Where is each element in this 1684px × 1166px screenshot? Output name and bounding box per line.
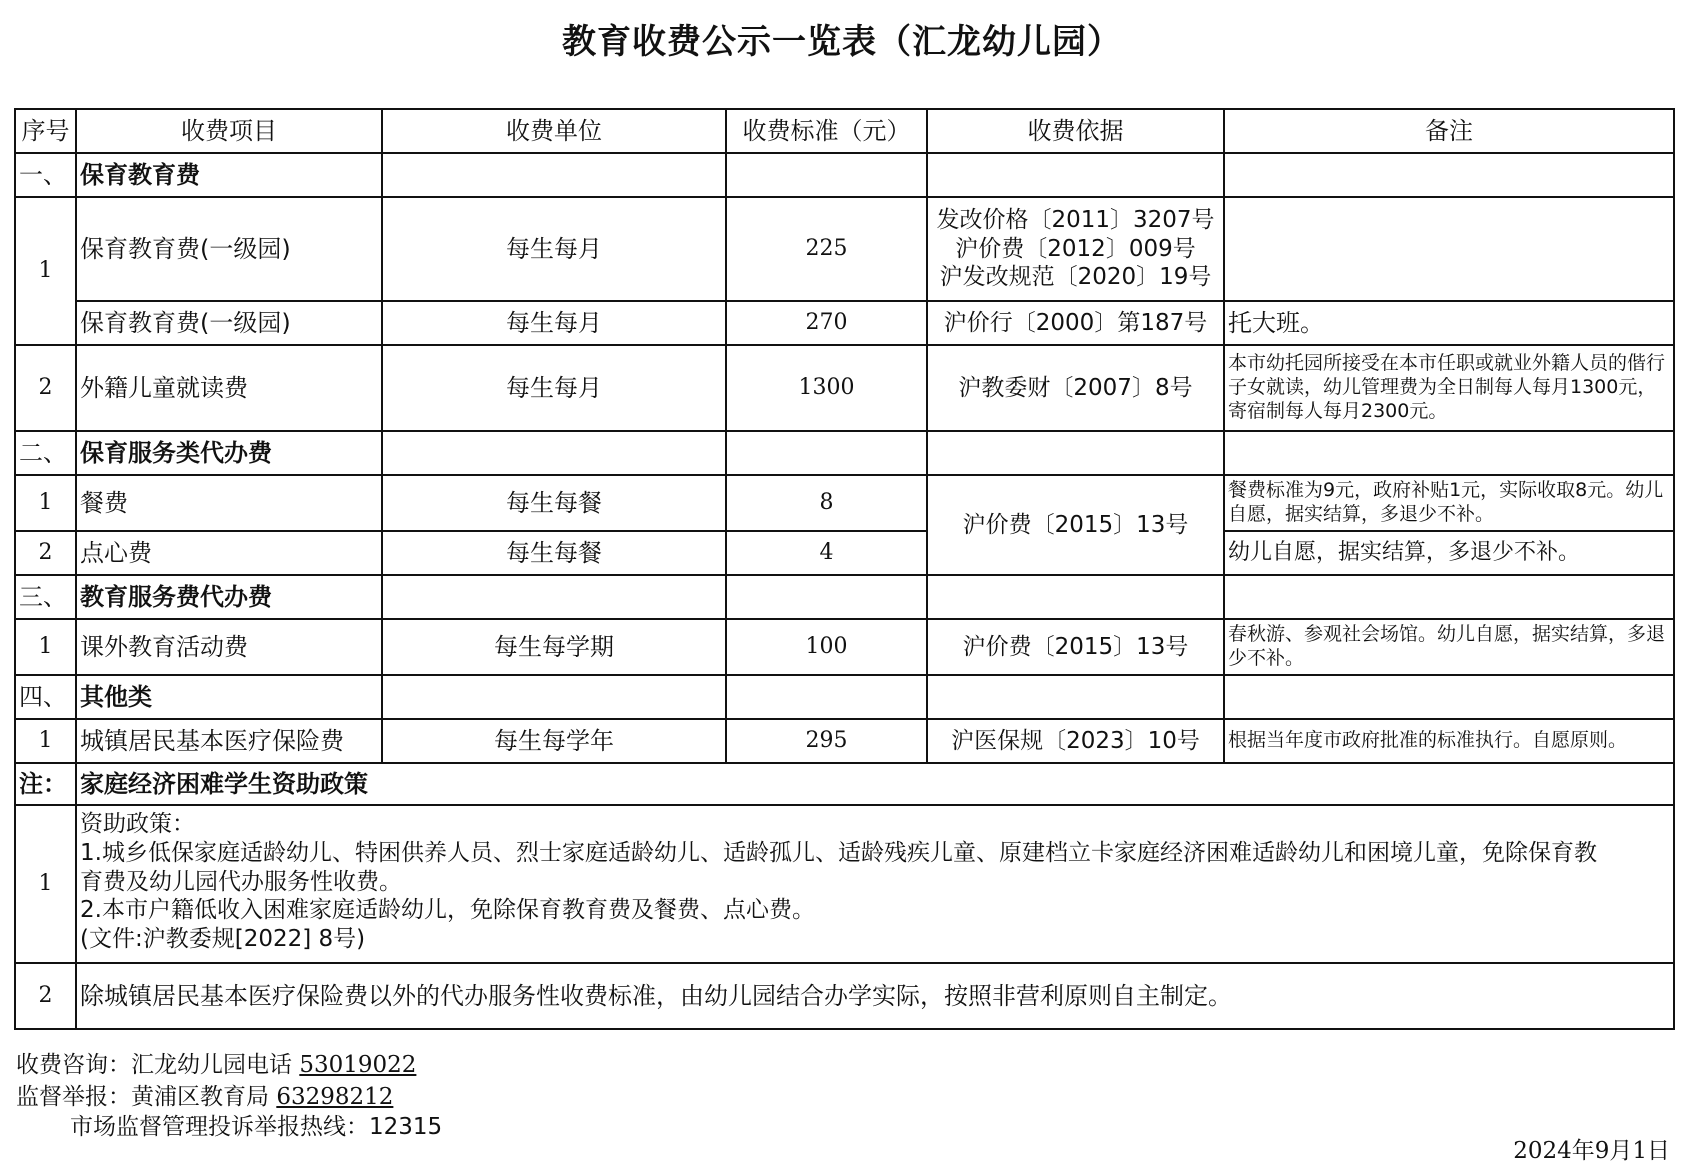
row-number: 1 [15, 197, 76, 345]
notes-header-row [15, 763, 1674, 805]
policy-line: 资助政策： [80, 811, 195, 837]
policy-line: 2.本市户籍低收入困难家庭适龄幼儿，免除保育教育费及餐费、点心费。 [80, 897, 815, 924]
fee-basis: 沪价费〔2015〕13号 [927, 619, 1224, 675]
section-row [15, 153, 1674, 197]
section-title: 教育服务费代办费 [76, 575, 382, 619]
notes-label: 注： [15, 763, 76, 805]
section-title: 保育服务类代办费 [76, 431, 382, 475]
fee-item: 餐费 [76, 475, 382, 531]
basis-line: 沪价费〔2012〕009号 [955, 235, 1196, 262]
fee-unit: 每生每月 [382, 197, 726, 301]
table-row [15, 301, 1674, 345]
fee-unit: 每生每餐 [382, 531, 726, 575]
header-unit: 收费单位 [382, 109, 726, 153]
section-title: 其他类 [76, 675, 382, 719]
fee-note: 幼儿自愿，据实结算，多退少不补。 [1224, 531, 1674, 575]
header-index: 序号 [15, 109, 76, 153]
fee-item: 课外教育活动费 [76, 619, 382, 675]
fee-unit: 每生每月 [382, 301, 726, 345]
row-number: 2 [15, 531, 76, 575]
section-number: 一、 [15, 153, 76, 197]
table-row [15, 197, 1674, 301]
policy-line: 育费及幼儿园代办服务性收费。 [80, 868, 402, 895]
fee-amount: 225 [726, 197, 927, 301]
section-row [15, 431, 1674, 475]
fee-unit: 每生每月 [382, 345, 726, 431]
header-item: 收费项目 [76, 109, 382, 153]
report-label: 监督举报：黄浦区教育局 [16, 1084, 269, 1110]
fee-item: 外籍儿童就读费 [76, 345, 382, 431]
fee-item: 城镇居民基本医疗保险费 [76, 719, 382, 763]
consult-line [16, 1046, 416, 1079]
section-number: 四、 [15, 675, 76, 719]
fee-basis: 沪教委财〔2007〕8号 [927, 345, 1224, 431]
notes-row [15, 805, 1674, 963]
fee-basis: 沪医保规〔2023〕10号 [927, 719, 1224, 763]
row-number: 1 [15, 475, 76, 531]
fee-unit: 每生每餐 [382, 475, 726, 531]
section-number: 二、 [15, 431, 76, 475]
header-basis: 收费依据 [927, 109, 1224, 153]
fee-note: 托大班。 [1224, 301, 1674, 345]
policy-line: (文件:沪教委规[2022] 8号) [80, 926, 366, 952]
table-row [15, 345, 1674, 431]
publish-date: 2024年9月1日 [1513, 1138, 1670, 1164]
fee-basis: 沪价行〔2000〕第187号 [927, 301, 1224, 345]
fee-amount: 295 [726, 719, 927, 763]
fee-note: 根据当年度市政府批准的标准执行。自愿原则。 [1224, 719, 1674, 763]
fee-table [14, 108, 1675, 1030]
fee-item: 保育教育费(一级园) [76, 301, 382, 345]
fee-amount: 8 [726, 475, 927, 531]
consult-label: 收费咨询：汇龙幼儿园电话 [16, 1052, 292, 1078]
report-line [16, 1078, 393, 1111]
fee-amount: 100 [726, 619, 927, 675]
fee-note: 餐费标准为9元，政府补贴1元，实际收取8元。幼儿自愿，据实结算，多退少不补。 [1224, 475, 1674, 531]
fee-unit: 每生每学年 [382, 719, 726, 763]
section-title: 保育教育费 [76, 153, 382, 197]
consult-phone: 53019022 [299, 1052, 417, 1078]
table-row [15, 531, 1674, 575]
note-number: 2 [15, 963, 76, 1029]
fee-item: 点心费 [76, 531, 382, 575]
table-row [15, 475, 1674, 531]
note-number: 1 [15, 805, 76, 963]
section-row [15, 675, 1674, 719]
fee-amount: 270 [726, 301, 927, 345]
header-standard: 收费标准（元） [726, 109, 927, 153]
basis-line: 沪发改规范〔2020〕19号 [939, 264, 1212, 291]
policy-line: 1.城乡低保家庭适龄幼儿、特困供养人员、烈士家庭适龄幼儿、适龄孤儿、适龄残疾儿童、原建档立卡家庭经济困难适龄幼儿和困境儿童，免除保育教 [80, 839, 1597, 866]
row-number: 2 [15, 345, 76, 431]
section-number: 三、 [15, 575, 76, 619]
table-row [15, 719, 1674, 763]
fee-item: 保育教育费(一级园) [76, 197, 382, 301]
notes-title: 家庭经济困难学生资助政策 [76, 763, 1674, 805]
row-number: 1 [15, 719, 76, 763]
fee-note [1224, 197, 1674, 301]
basis-line: 发改价格〔2011〕3207号 [936, 206, 1215, 233]
table-row [15, 619, 1674, 675]
policy-text [76, 805, 1674, 963]
fee-basis [927, 197, 1224, 301]
note-text: 除城镇居民基本医疗保险费以外的代办服务性收费标准，由幼儿园结合办学实际，按照非营利原则自主制定。 [76, 963, 1674, 1029]
fee-unit: 每生每学期 [382, 619, 726, 675]
fee-amount: 4 [726, 531, 927, 575]
fee-note: 春秋游、参观社会场馆。幼儿自愿，据实结算，多退少不补。 [1224, 619, 1674, 675]
fee-amount: 1300 [726, 345, 927, 431]
page-title: 教育收费公示一览表（汇龙幼儿园） [562, 22, 1122, 62]
section-row [15, 575, 1674, 619]
hotline-line: 市场监督管理投诉举报热线：12315 [70, 1114, 443, 1140]
notes-row [15, 963, 1674, 1029]
fee-basis: 沪价费〔2015〕13号 [927, 475, 1224, 575]
report-phone: 63298212 [276, 1084, 394, 1110]
fee-note: 本市幼托园所接受在本市任职或就业外籍人员的偕行子女就读，幼儿管理费为全日制每人每月1300元，寄宿制每人每月2300元。 [1224, 345, 1674, 431]
table-header-row [15, 109, 1674, 153]
header-note: 备注 [1224, 109, 1674, 153]
row-number: 1 [15, 619, 76, 675]
